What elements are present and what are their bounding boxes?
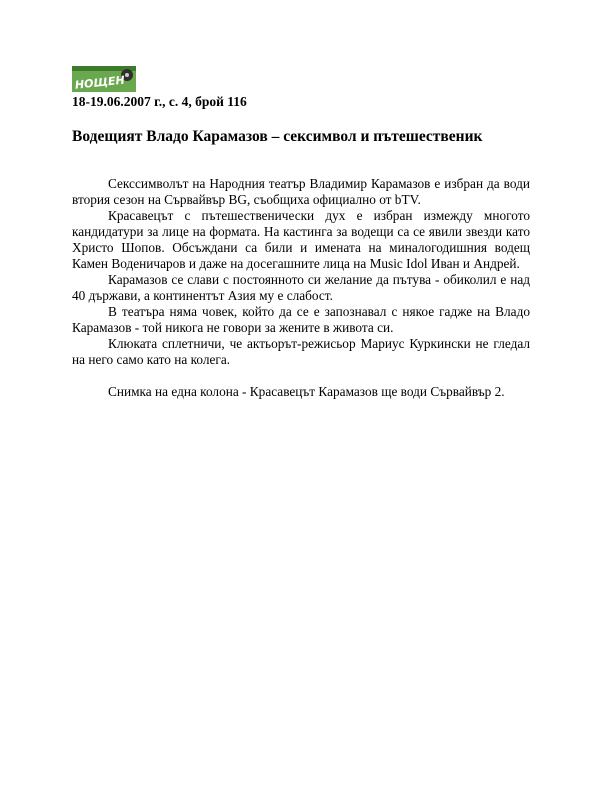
logo-text: НОЩЕН: [74, 73, 126, 92]
source-line: 18-19.06.2007 г., с. 4, брой 116: [72, 94, 247, 109]
photo-caption: Снимка на една колона - Красавецът Карамазов ще води Сървайвър 2.: [108, 384, 505, 399]
document-page: [72, 66, 530, 400]
paragraph: Красавецът с пътешественически дух е избран измежду многото кандидатури за лице на формата. На кастинга за водещи са се явили звезди като Христо Шопов. Обсъждани са били и имената на миналогодишния водещ Камен Воденичаров и даже на досегашните лица на Music Idol Иван и Андрей.: [72, 208, 530, 271]
paragraph: Секссимволът на Народния театър Владимир Карамазов е избран да води втория сезон на Сървайвър BG, съобщиха официално от bTV.: [72, 176, 530, 207]
newspaper-logo-icon: [72, 66, 136, 92]
article-title: Водещият Владо Карамазов – сексимвол и пътешественик: [72, 128, 483, 145]
paragraph: Карамазов се слави с постоянното си желание да пътува - обиколил е над 40 държави, а континентът Азия му е слабост.: [72, 272, 530, 303]
article-body: [72, 176, 530, 400]
paragraph: В театъра няма човек, който да се е запознавал с някое гадже на Владо Карамазов - той никога не говори за жените в живота си.: [72, 304, 530, 335]
paragraph: Клюката сплетничи, че актьорът-режисьор Мариус Куркински не гледал на него само като на колега.: [72, 336, 530, 367]
